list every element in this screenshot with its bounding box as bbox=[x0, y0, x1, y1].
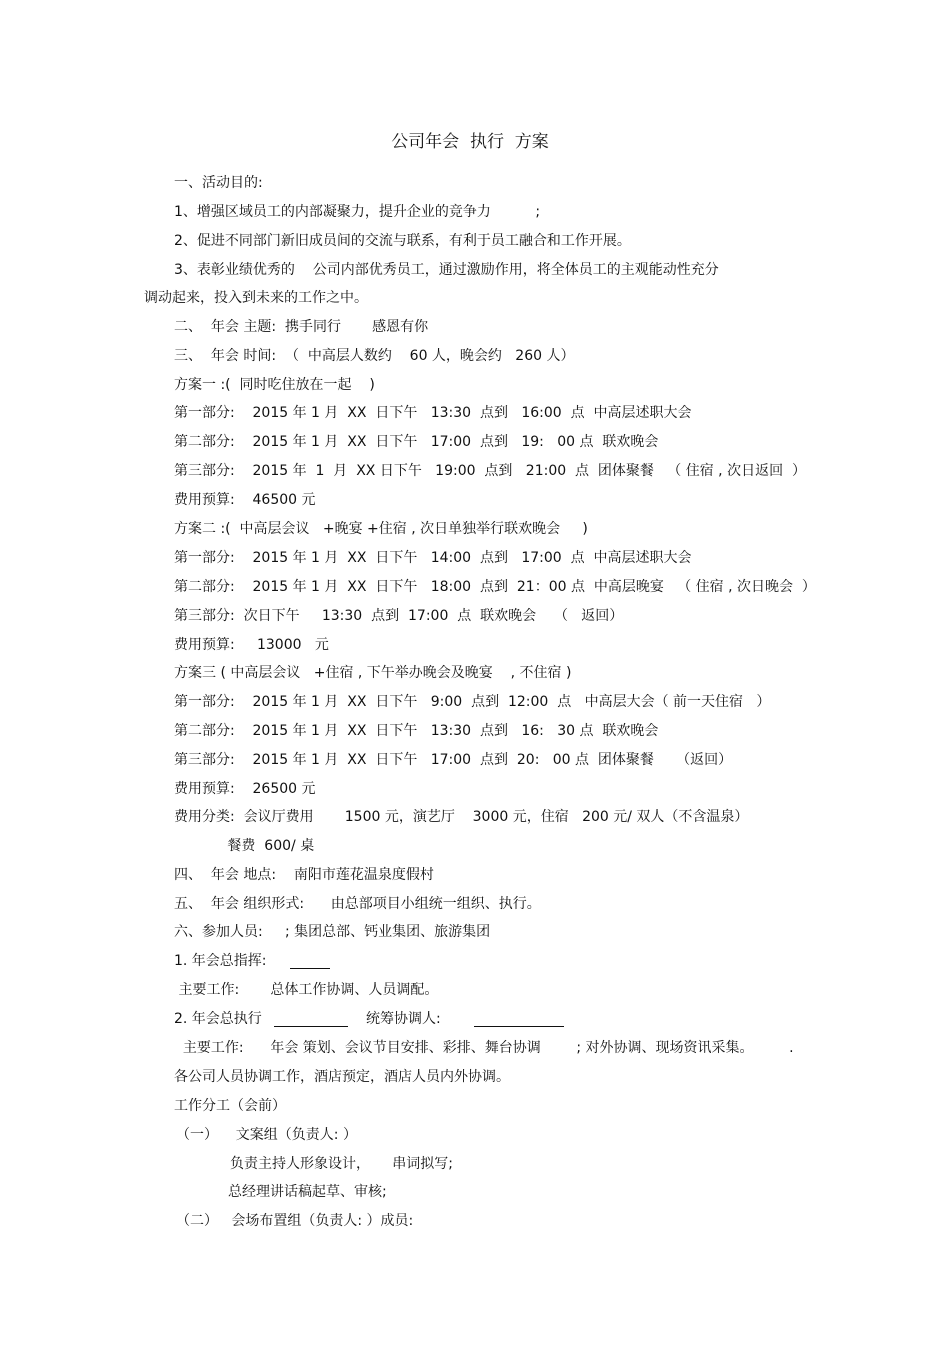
section-time: 三、 年会 时间: （ 中高层人数约 60 人，晚会约 260 人） bbox=[174, 348, 575, 364]
group-copywriting-task-2: 总经理讲话稿起草、审核; bbox=[228, 1184, 387, 1200]
coordinator-blank bbox=[474, 1012, 564, 1027]
plan-2-heading: 方案二 :( 中高层会议 +晚宴 +住宿 , 次日单独举行联欢晚会 ) bbox=[174, 521, 588, 537]
chief-commander-label: 1. 年会总指挥: bbox=[174, 953, 267, 969]
chief-commander-blank bbox=[290, 954, 330, 969]
chief-executor-blank bbox=[274, 1012, 348, 1027]
plan-1-part-3: 第三部分: 2015 年 1 月 XX 日下午 19:00 点到 21:00 点 团体聚餐 （ 住宿 , 次日返回 ） bbox=[174, 463, 806, 479]
plan-2-budget: 费用预算: 13000 元 bbox=[174, 637, 329, 653]
chief-executor-label: 2. 年会总执行 bbox=[174, 1011, 262, 1027]
plan-2-part-3: 第三部分: 次日下午 13:30 点到 17:00 点 联欢晚会 （ 返回） bbox=[174, 608, 624, 624]
plan-2-part-2: 第二部分: 2015 年 1 月 XX 日下午 18:00 点到 21：00 点 中高层晚宴 （ 住宿 , 次日晚会 ） bbox=[174, 579, 816, 595]
task-division-heading: 工作分工（会前） bbox=[174, 1098, 286, 1114]
purpose-item-1: 1、增强区域员工的内部凝聚力，提升企业的竞争力 ; bbox=[174, 204, 541, 220]
document-title: 公司年会 执行 方案 bbox=[391, 132, 549, 152]
plan-1-budget: 费用预算: 46500 元 bbox=[174, 492, 316, 508]
executor-duty: 主要工作: 年会 策划、会议节目安排、彩排、舞台协调 ; 对外协调、现场资讯采集。 . bbox=[174, 1040, 794, 1056]
section-organization: 五、 年会 组织形式: 由总部项目小组统一组织、执行。 bbox=[174, 896, 541, 912]
plan-3-part-1: 第一部分: 2015 年 1 月 XX 日下午 9:00 点到 12:00 点 中高层大会（ 前一天住宿 ） bbox=[174, 694, 771, 710]
plan-3-part-2: 第二部分: 2015 年 1 月 XX 日下午 13:30 点到 16: 30 点 联欢晚会 bbox=[174, 723, 659, 739]
cost-categories: 费用分类: 会议厅费用 1500 元，演艺厅 3000 元，住宿 200 元/ 双人（不含温泉） bbox=[174, 809, 749, 825]
plan-3-budget: 费用预算: 26500 元 bbox=[174, 781, 316, 797]
section-participants: 六、参加人员: ; 集团总部、钙业集团、旅游集团 bbox=[174, 924, 491, 940]
section-purpose-heading: 一、活动目的: bbox=[174, 175, 263, 191]
section-location: 四、 年会 地点: 南阳市莲花温泉度假村 bbox=[174, 867, 434, 883]
group-copywriting-task-1: 负责主持人形象设计， 串词拟写; bbox=[230, 1156, 453, 1172]
group-copywriting: （一） 文案组（负责人: ） bbox=[176, 1127, 357, 1143]
cost-categories-meal: 餐费 600/ 桌 bbox=[174, 838, 315, 854]
coordinator-label: 统筹协调人: bbox=[366, 1011, 441, 1027]
plan-3-part-3: 第三部分: 2015 年 1 月 XX 日下午 17:00 点到 20: 00 点 团体聚餐 （返回） bbox=[174, 752, 733, 768]
purpose-item-3: 3、表彰业绩优秀的 公司内部优秀员工，通过激励作用，将全体员工的主观能动性充分 bbox=[174, 262, 719, 278]
plan-3-heading: 方案三 ( 中高层会议 +住宿 , 下午举办晚会及晚宴 , 不住宿 ) bbox=[174, 665, 572, 681]
plan-1-part-2: 第二部分: 2015 年 1 月 XX 日下午 17:00 点到 19: 00 点 联欢晚会 bbox=[174, 434, 659, 450]
purpose-item-3-cont: 调动起来，投入到未来的工作之中。 bbox=[144, 290, 368, 306]
executor-duty-cont: 各公司人员协调工作，酒店预定，酒店人员内外协调。 bbox=[174, 1069, 510, 1085]
plan-1-part-1: 第一部分: 2015 年 1 月 XX 日下午 13:30 点到 16:00 点 中高层述职大会 bbox=[174, 405, 692, 421]
plan-2-part-1: 第一部分: 2015 年 1 月 XX 日下午 14:00 点到 17:00 点 中高层述职大会 bbox=[174, 550, 692, 566]
chief-commander-duty: 主要工作: 总体工作协调、人员调配。 bbox=[174, 982, 439, 998]
group-venue-setup: （二） 会场布置组（负责人: ）成员: bbox=[176, 1213, 414, 1229]
plan-1-heading: 方案一 :( 同时吃住放在一起 ) bbox=[174, 377, 375, 393]
section-theme: 二、 年会 主题: 携手同行 感恩有你 bbox=[174, 319, 429, 335]
purpose-item-2: 2、促进不同部门新旧成员间的交流与联系，有利于员工融合和工作开展。 bbox=[174, 233, 631, 249]
